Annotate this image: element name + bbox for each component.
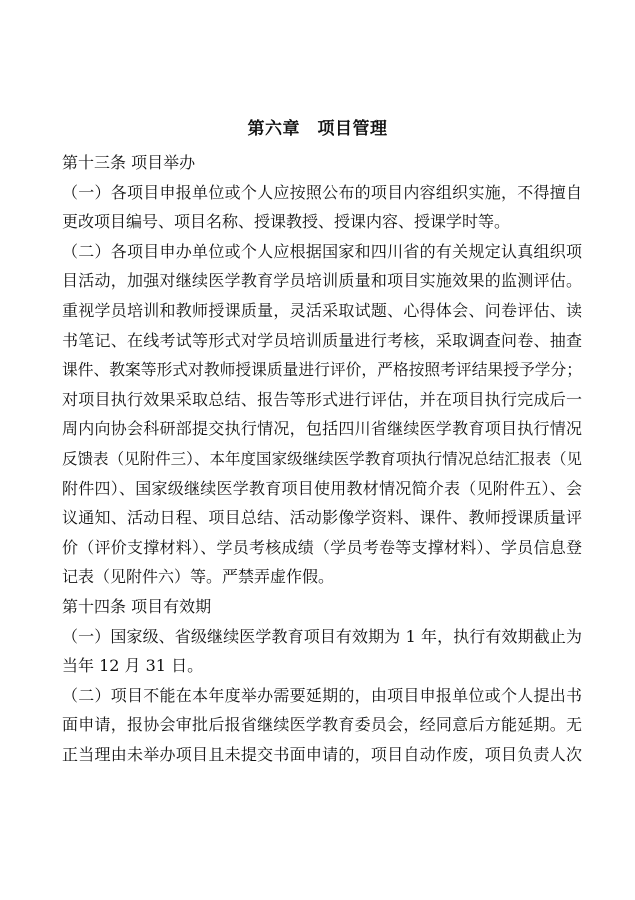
text-line: 课件、教案等形式对教师授课质量进行评价，严格按照考评结果授予学分； [62,360,582,380]
text-line: （一）各项目申报单位或个人应按照公布的项目内容组织实施，不得擅自 [62,182,582,202]
chapter-title: 第六章 项目管理 [247,119,388,139]
text-line: 价（评价支撑材料）、学员考核成绩（学员考卷等支撑材料）、学员信息登 [62,537,582,557]
text-line: 目活动，加强对继续医学教育学员培训质量和项目实施效果的监测评估。 [62,271,582,291]
text-line: 记表（见附件六）等。严禁弄虚作假。 [62,567,335,587]
text-line: 第十四条 项目有效期 [62,597,212,616]
text-line: （二）项目不能在本年度举办需要延期的，由项目申报单位或个人提出书 [62,685,582,705]
text-line: 更改项目编号、项目名称、授课教授、授课内容、授课学时等。 [62,212,511,232]
text-line: 当年 12 月 31 日。 [62,656,204,676]
text-line: 附件四）、国家级继续医学教育项目使用教材情况简介表（见附件五）、会 [62,478,582,498]
text-line: 重视学员培训和教师授课质量，灵活采取试题、心得体会、问卷评估、读 [62,301,582,320]
text-line: 反馈表（见附件三）、本年度国家级继续医学教育项执行情况总结汇报表（见 [62,450,582,468]
text-line: 书笔记、在线考试等形式对学员培训质量进行考核，采取调查问卷、抽查 [62,330,582,350]
text-line: （二）各项目申办单位或个人应根据国家和四川省的有关规定认真组织项 [62,241,582,261]
text-line: 议通知、活动日程、项目总结、活动影像学资料、课件、教师授课质量评 [62,508,582,528]
text-line: 第十三条 项目举办 [62,153,196,172]
text-line: 对项目执行效果采取总结、报告等形式进行评估，并在项目执行完成后一 [62,389,582,409]
text-line: 周内向协会科研部提交执行情况，包括四川省继续医学教育项目执行情况 [62,419,582,439]
text-line: 正当理由未举办项目且未提交书面申请的，项目自动作废，项目负责人次 [62,745,582,764]
text-line: （一）国家级、省级继续医学教育项目有效期为 1 年，执行有效期截止为 [62,626,582,646]
text-line: 面申请，报协会审批后报省继续医学教育委员会，经同意后方能延期。无 [62,715,582,735]
